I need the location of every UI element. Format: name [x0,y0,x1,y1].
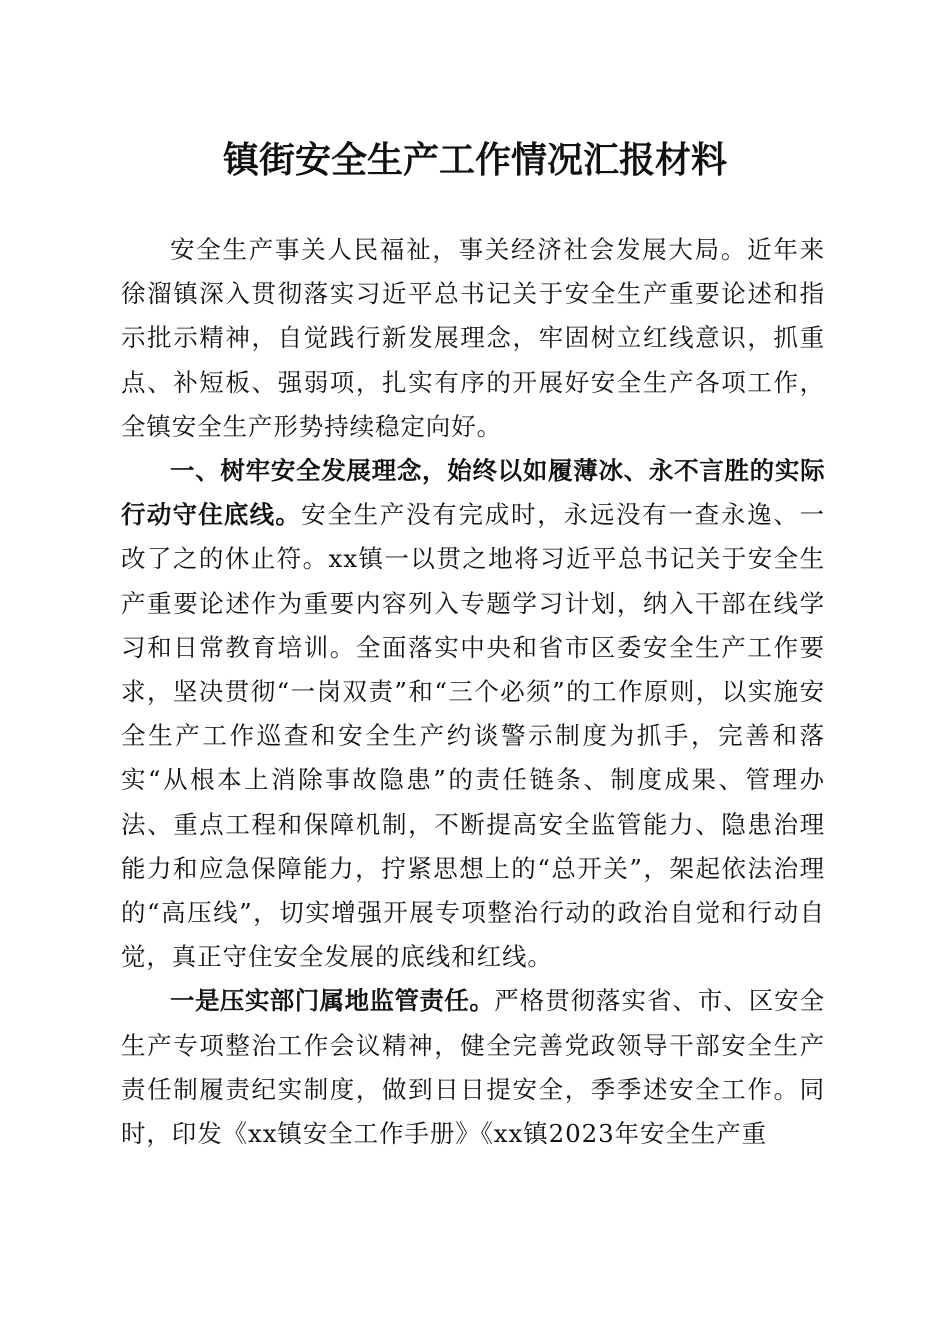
paragraph-text: 严格贯彻落实省、市、区安全生产专项整治工作会议精神，健全完善党政领导干部安全生产责任制履责纪实制度，做到日日提安全，季季述安全工作。同时，印发《xx镇安全工作手册》《xx镇2023年安全生产重 [121,986,826,1149]
paragraph-text: 安全生产没有完成时，永远没有一查永逸、一改了之的休止符。xx镇一以贯之地将习近平总书记关于安全生产重要论述作为重要内容列入专题学习计划，纳入干部在线学习和日常教育培训。全面落实中央和省市区委安全生产工作要求，坚决贯彻“一岗双责”和“三个必须”的工作原则，以实施安全生产工作巡查和安全生产约谈警示制度为抓手，完善和落实“从根本上消除事故隐患”的责任链条、制度成果、管理办法、重点工程和保障机制，不断提高安全监管能力、隐患治理能力和应急保障能力，拧紧思想上的“总开关”，架起依法治理的“高压线”，切实增强开展专项整治行动的政治自觉和行动自觉，真正守住安全发展的底线和红线。 [121,500,825,972]
point-heading: 一是压实部门属地监管责任。 [170,986,495,1016]
paragraph-text: 安全生产事关人民福祉，事关经济社会发展大局。近年来徐溜镇深入贯彻落实习近平总书记关于安全生产重要论述和指示批示精神，自觉践行新发展理念，牢固树立红线意识，抓重点、补短板、强弱项，扎实有序的开展好安全生产各项工作，全镇安全生产形势持续稳定向好。 [121,235,825,441]
paragraph-intro [121,228,825,449]
section-heading: 一、树牢安全发展理念，始终以如履薄冰、永不言胜的实际行动守住底线。 [121,456,825,530]
document-title: 镇街安全生产工作情况汇报材料 [222,139,727,181]
paragraph-point-one [121,979,825,1156]
document-body [121,228,825,1156]
paragraph-section-one [121,449,825,979]
